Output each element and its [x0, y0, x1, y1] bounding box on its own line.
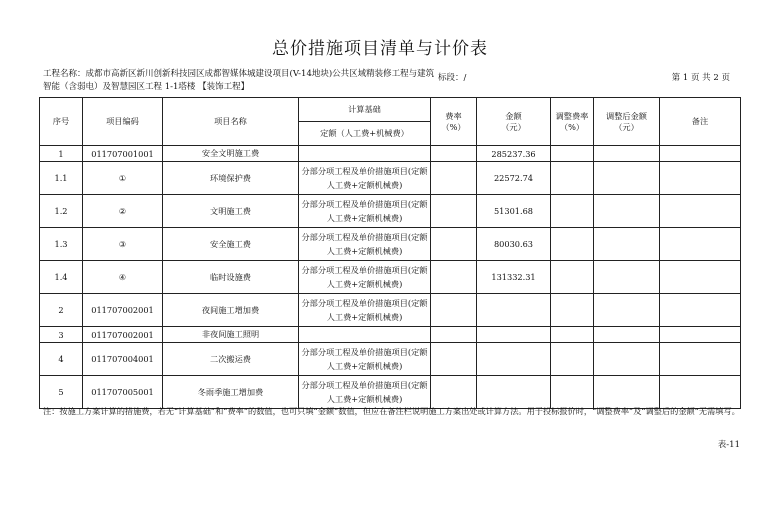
cell-adj-rate [551, 228, 594, 261]
cell-adj-rate [551, 343, 594, 376]
cell-remark [660, 327, 741, 343]
cell-rate [431, 195, 477, 228]
cell-name: 文明施工费 [163, 195, 299, 228]
cell-rate [431, 327, 477, 343]
cell-amount: 22572.74 [477, 162, 551, 195]
table-row [40, 343, 741, 376]
cell-name: 安全施工费 [163, 228, 299, 261]
cell-adj-amount [594, 294, 660, 327]
cell-adj-amount [594, 195, 660, 228]
cell-amount [477, 294, 551, 327]
cell-adj-rate [551, 376, 594, 409]
cell-code: 011707005001 [83, 376, 163, 409]
table-row [40, 228, 741, 261]
header-seq: 序号 [40, 98, 83, 146]
cell-remark [660, 376, 741, 409]
footnote: 注：按施工方案计算的措施费，若无“计算基础”和“费率”的数值，也可只填“金额”数值，但应在备注栏说明施工方案出处或计算方法。用于投标报价时，“调整费率”及“调整后的金额”无需填写。 [43, 406, 740, 416]
cell-name: 冬雨季施工增加费 [163, 376, 299, 409]
cell-code: 011707001001 [83, 146, 163, 162]
cell-basis: 分部分项工程及单价措施项目(定额人工费+定额机械费) [299, 195, 431, 228]
cell-amount: 131332.31 [477, 261, 551, 294]
cell-remark [660, 294, 741, 327]
cell-seq: 4 [40, 343, 83, 376]
cell-adj-amount [594, 376, 660, 409]
cell-remark [660, 162, 741, 195]
cell-code: ② [83, 195, 163, 228]
header-basis-sub: 定额（人工费+机械费） [299, 122, 431, 146]
cell-adj-amount [594, 146, 660, 162]
page-title: 总价措施项目清单与计价表 [272, 39, 488, 59]
cell-rate [431, 228, 477, 261]
table-row [40, 294, 741, 327]
cell-code: 011707002001 [83, 327, 163, 343]
cell-remark [660, 343, 741, 376]
cell-adj-amount [594, 343, 660, 376]
cell-adj-amount [594, 261, 660, 294]
table-row [40, 146, 741, 162]
cell-seq: 1.2 [40, 195, 83, 228]
cell-seq: 1 [40, 146, 83, 162]
header-code: 项目编码 [83, 98, 163, 146]
cell-code: 011707004001 [83, 343, 163, 376]
cell-rate [431, 343, 477, 376]
cell-rate [431, 294, 477, 327]
header-amount: 金额 （元） [477, 98, 551, 146]
cell-basis: 分部分项工程及单价措施项目(定额人工费+定额机械费) [299, 294, 431, 327]
header-remark: 备注 [660, 98, 741, 146]
header-adj-amount: 调整后金额 （元） [594, 98, 660, 146]
cell-remark [660, 195, 741, 228]
cell-adj-rate [551, 146, 594, 162]
table-row [40, 195, 741, 228]
cell-name: 安全文明施工费 [163, 146, 299, 162]
table-row [40, 162, 741, 195]
form-number: 表-11 [717, 440, 740, 450]
cell-seq: 2 [40, 294, 83, 327]
table-row [40, 327, 741, 343]
bid-section: 标段：/ [438, 73, 467, 83]
cell-adj-rate [551, 261, 594, 294]
cell-adj-amount [594, 228, 660, 261]
cell-adj-rate [551, 294, 594, 327]
header-basis: 计算基础 [299, 98, 431, 122]
cell-seq: 1.3 [40, 228, 83, 261]
cell-rate [431, 376, 477, 409]
cell-rate [431, 162, 477, 195]
cell-remark [660, 146, 741, 162]
table-row [40, 261, 741, 294]
cell-basis [299, 146, 431, 162]
cell-adj-amount [594, 327, 660, 343]
cell-amount [477, 376, 551, 409]
cell-amount [477, 327, 551, 343]
cell-seq: 1.4 [40, 261, 83, 294]
header-name: 项目名称 [163, 98, 299, 146]
project-name: 工程名称：成都市高新区新川创新科技园区成都智媒体城建设项目(V-14地块)公共区域精装修工程与建筑智能（含弱电）及智慧园区工程 1-1塔楼 【装饰工程】 [43, 69, 435, 92]
cell-basis [299, 327, 431, 343]
cell-basis: 分部分项工程及单价措施项目(定额人工费+定额机械费) [299, 162, 431, 195]
cell-rate [431, 261, 477, 294]
cell-remark [660, 228, 741, 261]
cell-rate [431, 146, 477, 162]
cell-code: 011707002001 [83, 294, 163, 327]
cell-amount: 80030.63 [477, 228, 551, 261]
cell-amount: 285237.36 [477, 146, 551, 162]
table-row [40, 376, 741, 409]
cell-adj-rate [551, 327, 594, 343]
cell-code: ① [83, 162, 163, 195]
header-adj-rate: 调整费率 （%） [551, 98, 594, 146]
cell-adj-amount [594, 162, 660, 195]
header-rate: 费率 （%） [431, 98, 477, 146]
cell-seq: 5 [40, 376, 83, 409]
cell-amount [477, 343, 551, 376]
cell-basis: 分部分项工程及单价措施项目(定额人工费+定额机械费) [299, 376, 431, 409]
cell-adj-rate [551, 162, 594, 195]
cell-name: 二次搬运费 [163, 343, 299, 376]
cell-seq: 3 [40, 327, 83, 343]
measures-table [39, 97, 741, 409]
cell-adj-rate [551, 195, 594, 228]
cell-name: 临时设施费 [163, 261, 299, 294]
cell-code: ④ [83, 261, 163, 294]
cell-basis: 分部分项工程及单价措施项目(定额人工费+定额机械费) [299, 343, 431, 376]
cell-name: 环境保护费 [163, 162, 299, 195]
cell-basis: 分部分项工程及单价措施项目(定额人工费+定额机械费) [299, 228, 431, 261]
cell-name: 非夜间施工照明 [163, 327, 299, 343]
cell-basis: 分部分项工程及单价措施项目(定额人工费+定额机械费) [299, 261, 431, 294]
cell-name: 夜间施工增加费 [163, 294, 299, 327]
cell-seq: 1.1 [40, 162, 83, 195]
cell-amount: 51301.68 [477, 195, 551, 228]
cell-code: ③ [83, 228, 163, 261]
cell-remark [660, 261, 741, 294]
page-info: 第 1 页 共 2 页 [671, 73, 730, 83]
